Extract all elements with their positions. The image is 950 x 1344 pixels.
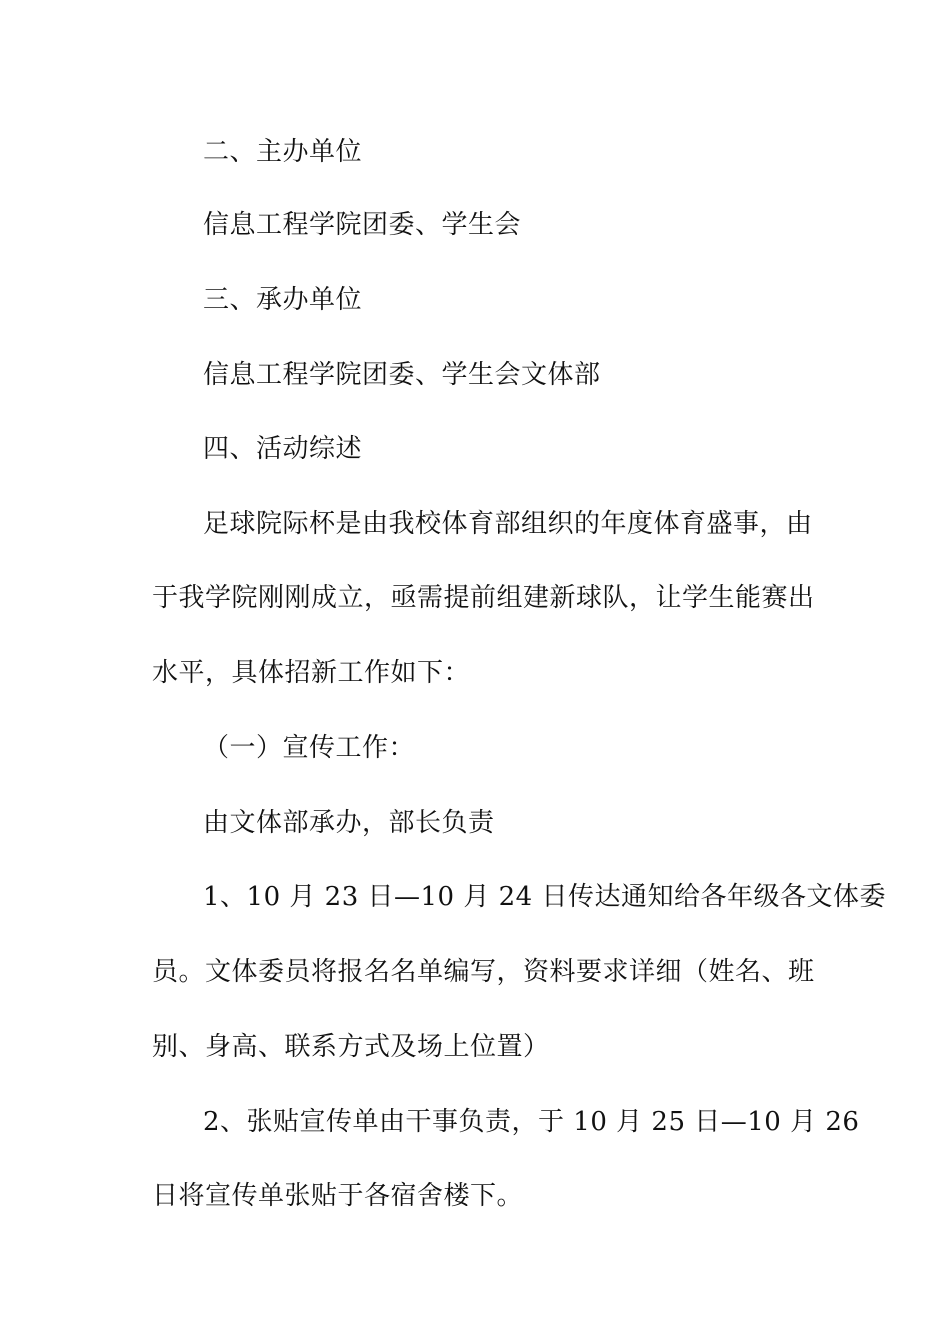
paragraph-overview-line-1: 足球院际杯是由我校体育部组织的年度体育盛事，由 xyxy=(203,509,813,539)
list-item-2-line-1: 2、张贴宣传单由干事负责，于 10 月 25 日—10 月 26 xyxy=(203,1107,860,1137)
list-item-1-line-2: 员。文体委员将报名名单编写，资料要求详细（姓名、班 xyxy=(152,957,815,987)
paragraph-organizer: 信息工程学院团委、学生会 xyxy=(203,210,522,240)
list-item-1-line-1: 1、10 月 23 日—10 月 24 日传达通知给各年级各文体委 xyxy=(203,882,886,912)
paragraph-overview-line-3: 水平，具体招新工作如下： xyxy=(152,658,471,688)
paragraph-overview-line-2: 于我学院刚刚成立，亟需提前组建新球队，让学生能赛出 xyxy=(152,583,815,613)
paragraph-undertaker: 信息工程学院团委、学生会文体部 xyxy=(203,360,601,390)
section-heading-organizer: 二、主办单位 xyxy=(203,137,363,167)
section-heading-overview: 四、活动综述 xyxy=(203,434,363,464)
list-item-1-line-3: 别、身高、联系方式及场上位置） xyxy=(152,1032,550,1062)
paragraph-publicity: 由文体部承办，部长负责 xyxy=(203,808,495,838)
list-item-2-line-2: 日将宣传单张贴于各宿舍楼下。 xyxy=(152,1181,524,1211)
subsection-heading-publicity: （一）宣传工作： xyxy=(203,733,416,763)
section-heading-undertaker: 三、承办单位 xyxy=(203,285,363,315)
